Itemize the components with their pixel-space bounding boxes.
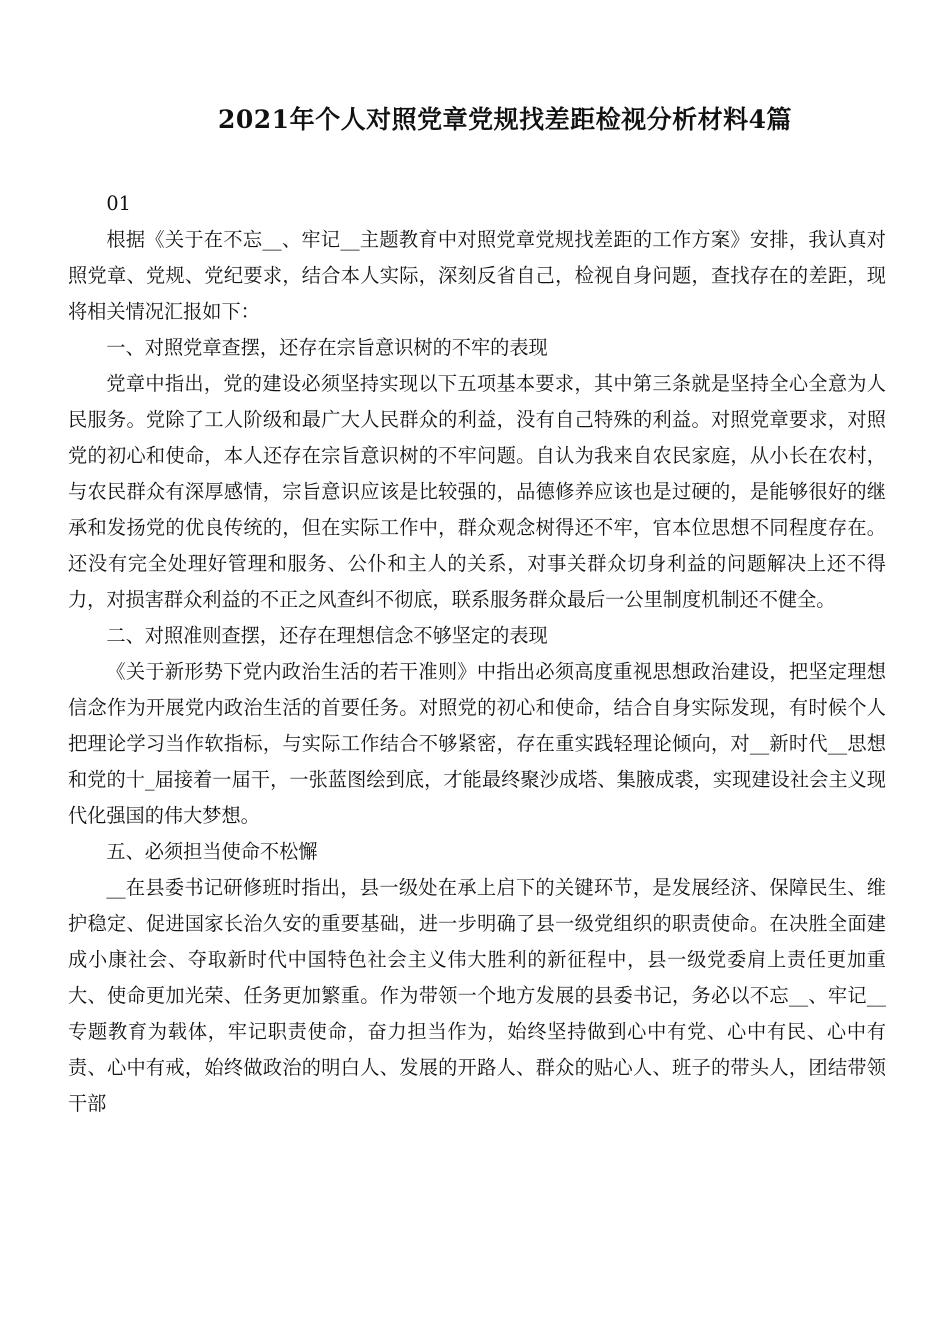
section-heading-1: 一、对照党章查摆，还存在宗旨意识树的不牢的表现 — [106, 336, 548, 359]
section-heading-2: 二、对照准则查摆，还存在理想信念不够坚定的表现 — [106, 624, 548, 647]
document-title: 2021年个人对照党章党规找差距检视分析材料4篇 — [218, 105, 792, 134]
section-number: 01 — [106, 192, 131, 215]
paragraph-3: __在县委书记研修班时指出，县一级处在承上启下的关键环节，是发展经济、保障民生、维护稳定、促进国家长治久安的重要基础，进一步明确了县一级党组织的职责使命。在决胜全面建成小康社会、夺取新时代中国特色社会主义伟大胜利的新征程中，县一级党委肩上责任更加重大、使命更加光荣、任务更加繁重。作为带领一个地方发展的县委书记，务必以不忘__、牢记__专题教育为载体，牢记职责使命，奋力担当作为，始终坚持做到心中有党、心中有民、心中有责、心中有戒，始终做政治的明白人、发展的开路人、群众的贴心人、班子的带头人，团结带领干部 — [68, 876, 886, 1115]
paragraph-2: 《关于新形势下党内政治生活的若干准则》中指出必须高度重视思想政治建设，把坚定理想信念作为开展党内政治生活的首要任务。对照党的初心和使命，结合自身实际发现，有时候个人把理论学习当作软指标，与实际工作结合不够紧密，存在重实践轻理论倾向，对__新时代__思想和党的十_届接着一届干，一张蓝图绘到底，才能最终聚沙成塔、集腋成裘，实现建设社会主义现代化强国的伟大梦想。 — [68, 660, 886, 827]
document-body — [68, 186, 886, 1122]
intro-paragraph: 根据《关于在不忘__、牢记__主题教育中对照党章党规找差距的工作方案》安排，我认真对照党章、党规、党纪要求，结合本人实际，深刻反省自己，检视自身问题，查找存在的差距，现将相关情况汇报如下： — [68, 228, 886, 323]
section-heading-5: 五、必须担当使命不松懈 — [106, 840, 318, 863]
paragraph-1: 党章中指出，党的建设必须坚持实现以下五项基本要求，其中第三条就是坚持全心全意为人民服务。党除了工人阶级和最广大人民群众的利益，没有自己特殊的利益。对照党章要求，对照党的初心和使命，本人还存在宗旨意识树的不牢问题。自认为我来自农民家庭，从小长在农村，与农民群众有深厚感情，宗旨意识应该是比较强的，品德修养应该也是过硬的，是能够很好的继承和发扬党的优良传统的，但在实际工作中，群众观念树得还不牢，官本位思想不同程度存在。还没有完全处理好管理和服务、公仆和主人的关系，对事关群众切身利益的问题解决上还不得力，对损害群众利益的不正之风查纠不彻底，联系服务群众最后一公里制度机制还不健全。 — [68, 372, 886, 611]
